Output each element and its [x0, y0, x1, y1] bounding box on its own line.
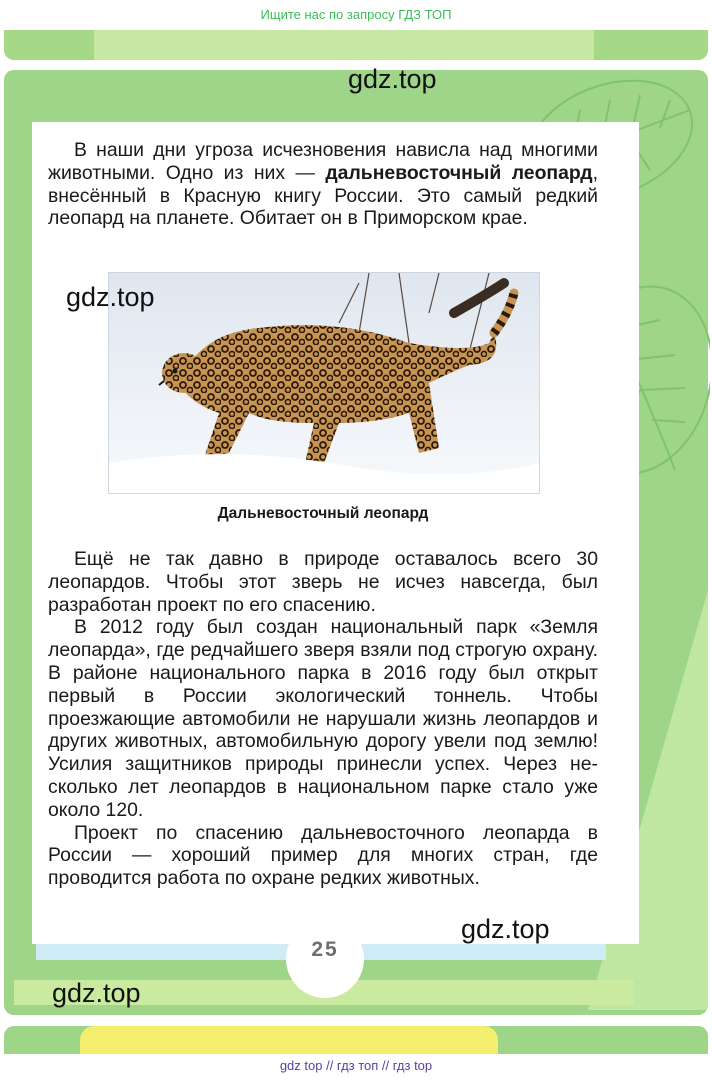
leopard-photo — [108, 272, 540, 494]
watermark: gdz.top — [52, 978, 141, 1008]
paragraph-intro: В наши дни угроза исчезновения нависла над многими животными. Одно из них — дальневосточный леопард, внесённый в Красную книгу России. Это самый редкий леопард на планете. Обитает он в Приморском крае. — [48, 139, 598, 230]
photo-caption: Дальневосточный леопард — [217, 505, 429, 522]
paragraph-conclusion: Проект по спасению дальневосточного леопарда в России — хороший пример для многих стран, где проводится работа по охране редких животных. — [48, 821, 598, 890]
next-page-strip — [4, 1026, 708, 1054]
top-banner[interactable]: Ищите нас по запросу ГДЗ ТОП — [260, 7, 452, 22]
page-number: 25 — [311, 938, 339, 961]
paragraph-history: Ещё не так давно в природе оставалось всего 30 леопардов. Чтобы этот зверь не исчез навсегда, был разработан проект по его спасению. В 2012 году был создан национальный парк «Земля леопарда», где редчайшего зверя взяли под строгую охрану. В районе национального парка в 2016 году был открыт первый в России экологический тоннель. Чтобы проезжающие автомобили не нарушали жизнь леопардов и других животных, автомобильную дорогу увели под землю! Усилия защитников природы принесли успех. Через несколько лет леопардов в национальном парке стало уже около 120. Проект по спасению дальневосточного леопарда в России — хороший пример для многих стран, где проводится работа по охране редких животных. — [48, 548, 598, 890]
previous-page-strip — [4, 30, 708, 60]
paragraph-park: В 2012 году был создан национальный парк «Земля леопарда», где редчайшего зверя взяли под строгую охрану. В районе национального парка в 2016 году был открыт первый в России экологический тоннель. Чтобы проезжающие автомобили не нарушали жизнь леопардов и других животных, автомобильную дорогу увели под землю! Усилия защитников природы принесли успех. Через несколько лет леопардов в национальном парке стало уже около 120. — [48, 616, 598, 821]
watermark: gdz.top — [348, 64, 437, 94]
watermark: gdz.top — [66, 282, 155, 312]
highlight-term: дальневосточный леопард — [325, 161, 593, 184]
watermark: gdz.top — [461, 914, 550, 944]
bottom-banner[interactable]: gdz top // гдз топ // гдз top — [279, 1058, 433, 1073]
